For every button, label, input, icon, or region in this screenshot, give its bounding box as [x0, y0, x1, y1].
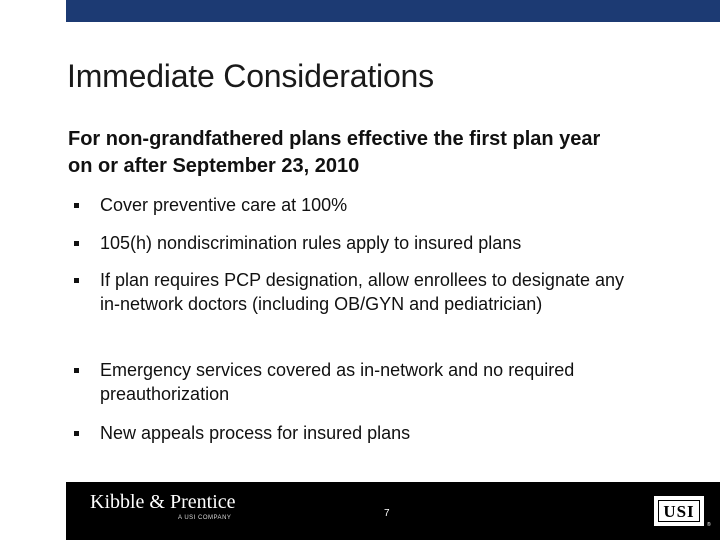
slide-subtitle: For non-grandfathered plans effective the first plan year on or after September 23, 2010: [68, 128, 601, 177]
company-tagline: A USI COMPANY: [178, 515, 232, 521]
bullet-item: [68, 358, 628, 406]
company-logo: Kibble & Prentice: [90, 491, 236, 513]
bullet-text: New appeals process for insured plans: [100, 423, 411, 443]
usi-logo: [654, 496, 704, 526]
bullet-square-icon: [74, 278, 79, 283]
bullet-item: [68, 268, 628, 316]
bullet-square-icon: [74, 241, 79, 246]
bullet-square-icon: [74, 203, 79, 208]
bullet-item: [68, 193, 628, 217]
bullet-text: If plan requires PCP designation, allow enrollees to designate any in-network doctors (including OB/GYN and pediatrician): [100, 270, 624, 314]
registered-mark: ®: [707, 522, 711, 528]
bullet-text: Cover preventive care at 100%: [100, 195, 348, 215]
bullet-text: 105(h) nondiscrimination rules apply to insured plans: [100, 233, 522, 253]
header-accent-bar: [66, 0, 720, 22]
bullet-square-icon: [74, 431, 79, 436]
bullet-item: [68, 231, 628, 255]
bullet-text: Emergency services covered as in-network and no required preauthorization: [100, 360, 575, 404]
footer-bar: [66, 482, 720, 540]
page-number: 7: [384, 508, 390, 519]
bullet-item: [68, 421, 628, 445]
slide-title: Immediate Considerations: [67, 58, 434, 94]
usi-logo-text: USI: [658, 500, 700, 522]
bullet-square-icon: [74, 368, 79, 373]
